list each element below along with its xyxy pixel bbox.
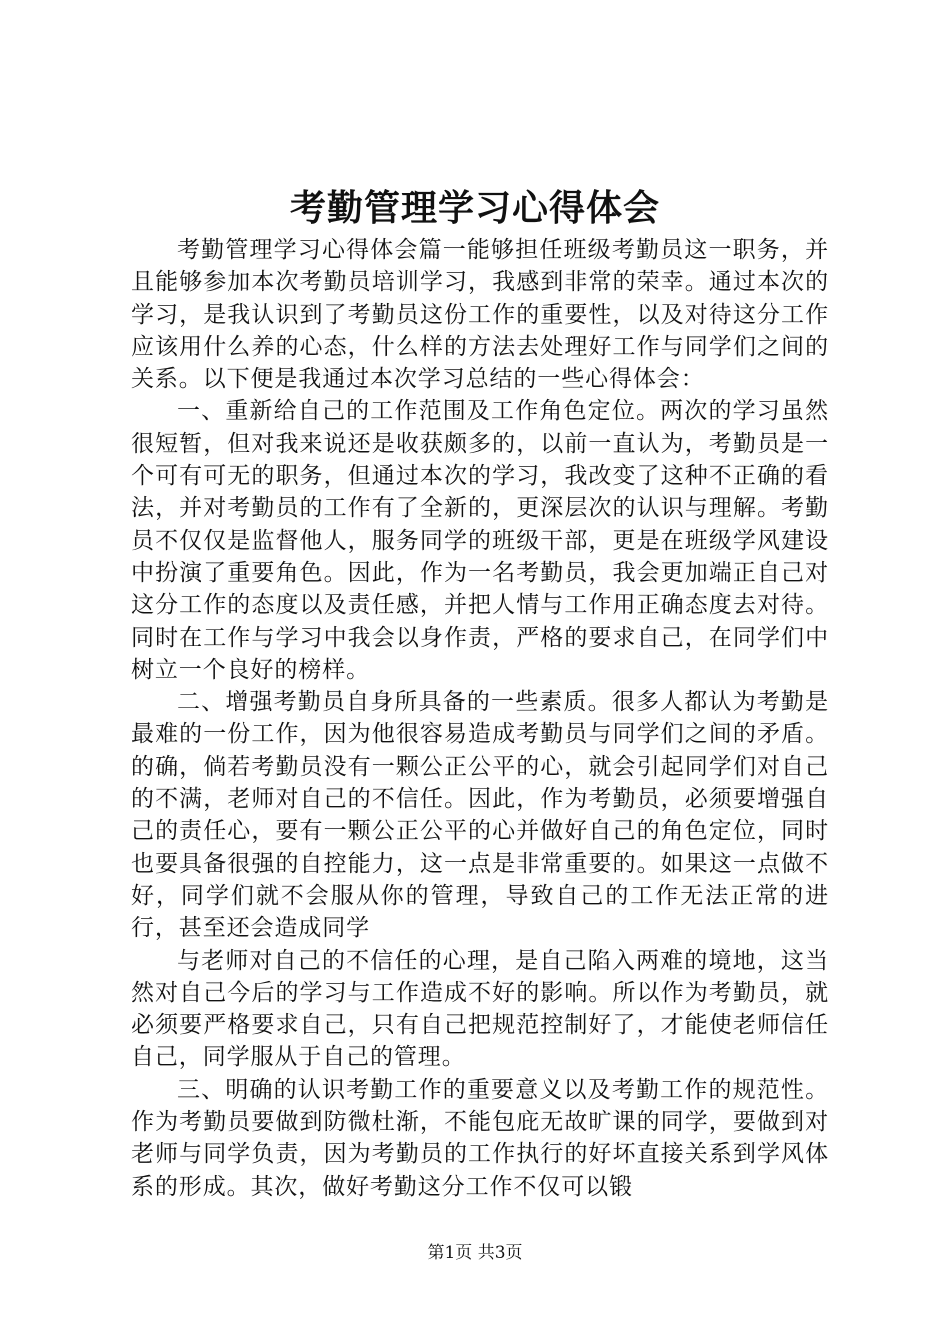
paragraph-section-3: 三、明确的认识考勤工作的重要意义以及考勤工作的规范性。作为考勤员要做到防微杜渐，不能包庇无故旷课的同学，要做到对老师与同学负责，因为考勤员的工作执行的好坏直接关系到学风体系的形成。其次，做好考勤这分工作不仅可以锻	[131, 1076, 829, 1200]
paragraph-section-2-continued: 与老师对自己的不信任的心理，是自己陷入两难的境地，这当然对自己今后的学习与工作造成不好的影响。所以作为考勤员，就必须要严格要求自己，只有自己把规范控制好了，才能使老师信任自己，同学服从于自己的管理。	[131, 947, 829, 1071]
page-number-footer: 第1页 共3页	[427, 1243, 523, 1263]
document-body	[131, 234, 829, 1203]
document-title: 考勤管理学习心得体会	[289, 187, 660, 229]
paragraph-section-1: 一、重新给自己的工作范围及工作角色定位。两次的学习虽然很短暂，但对我来说还是收获颇多的，以前一直认为，考勤员是一个可有可无的职务，但通过本次的学习，我改变了这种不正确的看法，并对考勤员的工作有了全新的，更深层次的认识与理解。考勤员不仅仅是监督他人，服务同学的班级干部，更是在班级学风建设中扮演了重要角色。因此，作为一名考勤员，我会更加端正自己对这分工作的态度以及责任感，并把人情与工作用正确态度去对待。同时在工作与学习中我会以身作责，严格的要求自己，在同学们中树立一个良好的榜样。	[131, 398, 829, 683]
paragraph-intro: 考勤管理学习心得体会篇一能够担任班级考勤员这一职务，并且能够参加本次考勤员培训学习，我感到非常的荣幸。通过本次的学习，是我认识到了考勤员这份工作的重要性，以及对待这分工作应该用什么养的心态，什么样的方法去处理好工作与同学们之间的关系。以下便是我通过本次学习总结的一些心得体会：	[131, 237, 829, 393]
paragraph-section-2: 二、增强考勤员自身所具备的一些素质。很多人都认为考勤是最难的一份工作，因为他很容易造成考勤员与同学们之间的矛盾。的确，倘若考勤员没有一颗公正公平的心，就会引起同学们对自己的不满，老师对自己的不信任。因此，作为考勤员，必须要增强自己的责任心，要有一颗公正公平的心并做好自己的角色定位，同时也要具备很强的自控能力，这一点是非常重要的。如果这一点做不好，同学们就不会服从你的管理，导致自己的工作无法正常的进行，甚至还会造成同学	[131, 689, 829, 942]
